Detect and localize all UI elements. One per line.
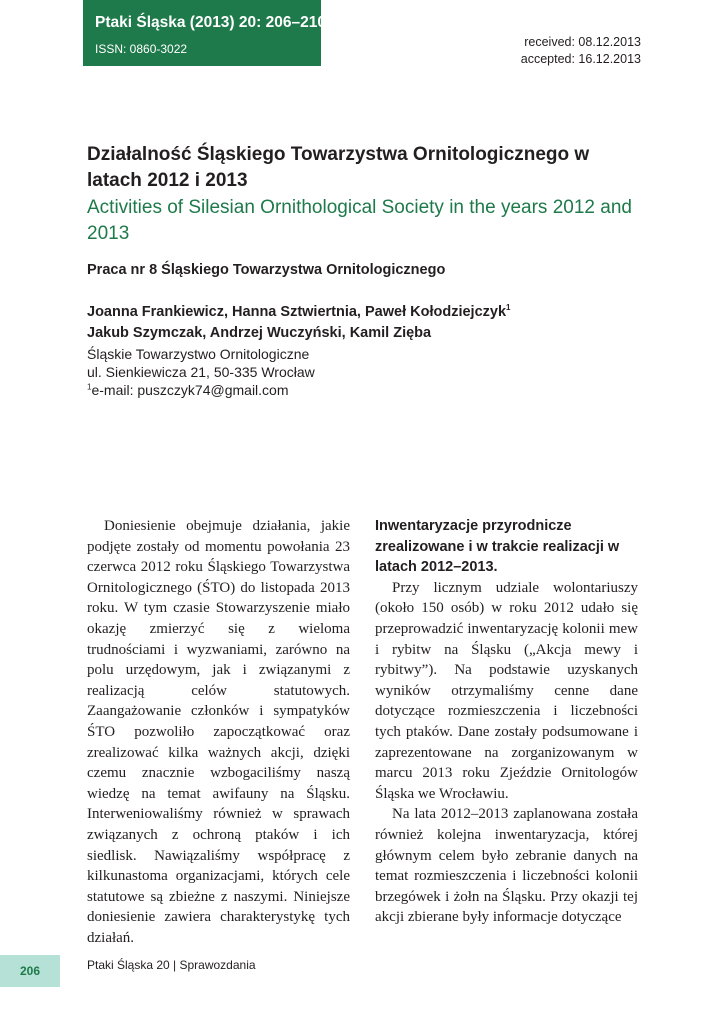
page-number: 206 (19, 964, 41, 978)
author-footnote-mark: 1 (506, 303, 511, 313)
author-list (87, 302, 510, 344)
journal-citation: Ptaki Śląska (2013) 20: 206–210 (95, 14, 326, 31)
accepted-date: accepted: 16.12.2013 (520, 52, 641, 66)
intro-paragraph: Doniesienie obejmuje działania, jakie podjęte zostały od momentu powołania 23 czerwca 2012 roku Śląskiego Towarzystwa Ornitologicznego (ŚTO) do listopada 2013 roku. W tym czasie Stowarzyszenie miało okazję zmierzyć się z wieloma trudnościami i wyzwaniami, zarówno na polu urzędowym, jak i związanymi z realizacją celów statutowych. Zaangażowanie członków i sympatyków ŚTO pozwoliło zapoczątkować oraz zrealizować kilka ważnych akcji, dzięki czemu znacznie wzbogaciliśmy naszą wiedzę na temat awifauny na Śląsku. Interweniowaliśmy również w sprawach związanych z ochroną ptaków i ich siedlisk. Nawiązaliśmy współpracę z kilkunastoma organizacjami, których cele statutowe są zbieżne z naszymi. Niniejsze doniesienie zawiera charakterystykę tych działań. (87, 518, 350, 946)
article-dates (521, 34, 641, 68)
authors-line-1 (87, 302, 510, 323)
affiliation-email: e-mail: puszczyk74@gmail.com (91, 382, 289, 398)
body-column-left (87, 516, 350, 948)
email-footnote-mark: 1 (87, 382, 92, 392)
affiliation-organization: Śląskie Towarzystwo Ornitologiczne (87, 346, 310, 362)
article-title-english: Activities of Silesian Ornithological Society in the years 2012 and 2013 (87, 197, 632, 244)
journal-header-box (83, 0, 326, 66)
work-note: Praca nr 8 Śląskiego Towarzystwa Ornitologicznego (87, 262, 446, 278)
authors-line-2: Jakub Szymczak, Andrzej Wuczyński, Kamil Zięba (87, 325, 432, 341)
body-paragraph-2: Na lata 2012–2013 zaplanowana została również kolejna inwentaryzacja, której głównym celem było zebranie danych na temat rozmieszczenia i liczebności kolonii brzegówek i żołn na Śląsku. Przy okazji tej akcji zbierane były informacje dotyczące (375, 806, 638, 926)
article-title-polish: Działalność Śląskiego Towarzystwa Ornitologicznego w latach 2012 i 2013 (87, 144, 590, 191)
body-paragraph-1: Przy licznym udziale wolontariuszy (około 150 osób) w roku 2012 udało się przeprowadzić inwentaryzację kolonii mew i rybitw na Śląsku („Akcja mewy i rybitwy”). Na podstawie uzyskanych wyników otrzymaliśmy cenne dane dotyczące rozmieszczenia i liczebności tych ptaków. Dane zostały podsumowane i zaprezentowane na zorganizowanym w marcu 2013 roku Zjeździe Ornitologów Śląska we Wrocławiu. (375, 579, 638, 802)
journal-issn: ISSN: 0860-3022 (95, 42, 188, 56)
body-column-right (375, 516, 638, 928)
page-number-tab (0, 955, 60, 987)
authors-line-1-text: Joanna Frankiewicz, Hanna Sztwiertnia, Paweł Kołodziejczyk (87, 304, 507, 320)
received-date: received: 08.12.2013 (524, 35, 641, 49)
affiliation-address: ul. Sienkiewicza 21, 50-335 Wrocław (87, 364, 315, 380)
running-footer: Ptaki Śląska 20 | Sprawozdania (87, 958, 256, 972)
affiliation (87, 345, 315, 399)
affiliation-email-line (87, 381, 315, 399)
section-heading: Inwentaryzacje przyrodnicze zrealizowane i w trakcie realizacji w latach 2012–2013. (375, 518, 620, 576)
